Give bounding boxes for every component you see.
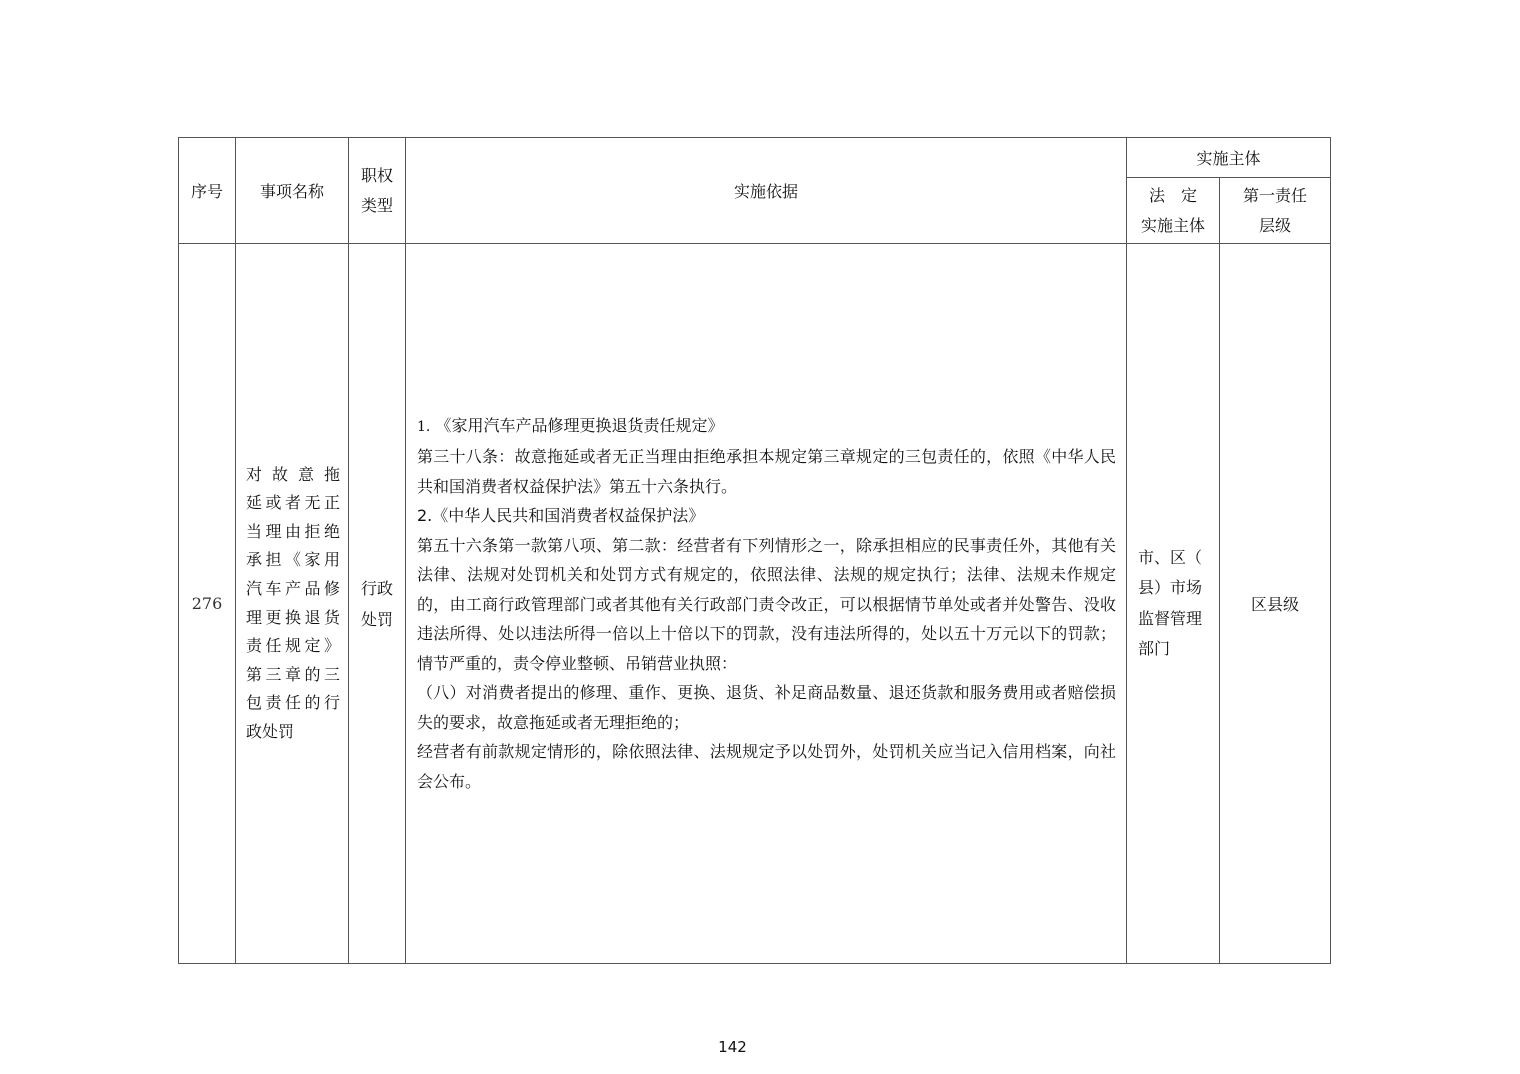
authority-table	[178, 137, 1331, 964]
legal-implementer-line: 市、区（	[1138, 547, 1203, 567]
basis-item2-heading: 2.《中华人民共和国消费者权益保护法》	[417, 506, 705, 526]
row-first-responsibility-level: 区县级	[1220, 244, 1331, 964]
row-item-name	[236, 244, 349, 964]
page-number: 142	[718, 1038, 747, 1056]
legal-implementer-line: 县）市场	[1138, 578, 1203, 597]
row-legal-implementer	[1127, 244, 1220, 964]
item-name-line: 政处罚	[246, 721, 295, 741]
header-legal-implementer-line1: 法 定	[1148, 185, 1197, 205]
item-name-line: 对故意拖	[246, 464, 340, 484]
header-first-responsibility-line2: 层级	[1259, 215, 1292, 235]
item-name-line: 包责任的行	[246, 693, 340, 713]
item-name-line: 理更换退货	[246, 607, 340, 627]
table-row	[179, 244, 1331, 964]
item-name-line: 延或者无正	[246, 493, 340, 513]
header-legal-implementer-line2: 实施主体	[1140, 215, 1205, 235]
basis-item1-number: 1.	[417, 418, 431, 435]
basis-paragraph-3: （八）对消费者提出的修理、重作、更换、退货、补足商品数量、退还货款和服务费用或者赔偿损失的要求，故意拖延或者无理拒绝的；	[417, 683, 1116, 732]
item-name-line: 第三章的三	[246, 664, 340, 684]
header-item-name: 事项名称	[236, 138, 349, 244]
header-first-responsibility-line1: 第一责任	[1243, 185, 1308, 205]
header-authority-type	[349, 138, 406, 244]
row-basis	[406, 244, 1127, 964]
basis-paragraph-4: 经营者有前款规定情形的，除依照法律、法规规定予以处罚外，处罚机关应当记入信用档案，向社会公布。	[417, 742, 1116, 791]
item-name-line: 承担《家用	[246, 550, 340, 570]
header-authority-type-line1: 职权	[360, 165, 393, 185]
header-basis: 实施依据	[406, 138, 1127, 244]
basis-paragraph-1: 第三十八条：故意拖延或者无正当理由拒绝承担本规定第三章规定的三包责任的，依照《中华人民共和国消费者权益保护法》第五十六条执行。	[417, 447, 1116, 496]
legal-implementer-line: 监督管理	[1138, 608, 1203, 628]
authority-type-line1: 行政	[360, 578, 393, 598]
header-seq: 序号	[179, 138, 236, 244]
header-first-responsibility	[1220, 178, 1331, 244]
item-name-line: 责任规定》	[246, 636, 340, 656]
basis-item1-heading	[417, 411, 1116, 443]
item-name-line: 当理由拒绝	[246, 521, 340, 541]
basis-item1-title: 《家用汽车产品修理更换退货责任规定》	[435, 415, 724, 435]
row-authority-type	[349, 244, 406, 964]
basis-paragraph-2: 第五十六条第一款第八项、第二款：经营者有下列情形之一，除承担相应的民事责任外，其他有关法律、法规对处罚机关和处罚方式有规定的，依照法律、法规的规定执行；法律、法规未作规定的，由工商行政管理部门或者其他有关行政部门责令改正，可以根据情节单处或者并处警告、没收违法所得、处以违法所得一倍以上十倍以下的罚款，没有违法所得的，处以五十万元以下的罚款；情节严重的，责令停业整顿、吊销营业执照：	[417, 535, 1116, 673]
item-name-line: 汽车产品修	[246, 578, 340, 598]
header-implementer: 实施主体	[1127, 138, 1331, 178]
row-seq: 276	[179, 244, 236, 964]
legal-implementer-line: 部门	[1138, 639, 1171, 658]
header-legal-implementer	[1127, 178, 1220, 244]
authority-type-line2: 处罚	[360, 609, 393, 629]
header-authority-type-line2: 类型	[360, 195, 393, 215]
